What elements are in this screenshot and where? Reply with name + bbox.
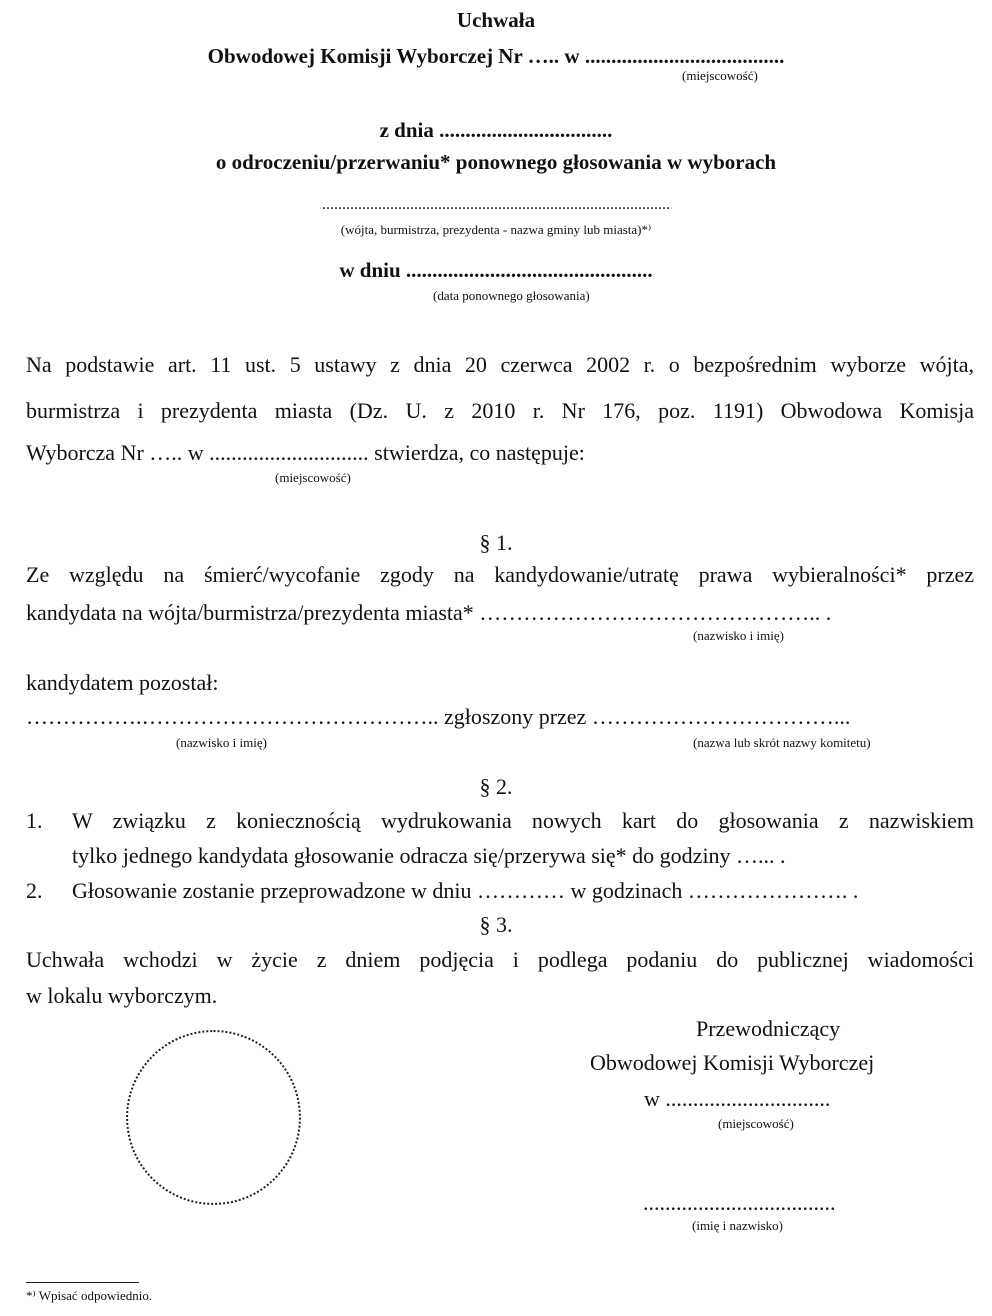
signature-name-caption: (imię i nazwisko) — [692, 1218, 783, 1233]
vote-day-line: w dniu ............................................... — [339, 258, 653, 282]
remaining-candidate-line: …………….………………………………….. zgłoszony przez ……………………………... — [26, 704, 851, 729]
commission-line: Obwodowej Komisji Wyborczej Nr ….. w ...................................... — [207, 44, 785, 68]
remaining-name-caption: (nazwisko i imię) — [176, 735, 267, 750]
section-2-heading: § 2. — [479, 774, 513, 799]
signature-title: Przewodniczący — [696, 1016, 841, 1041]
date-line: z dnia ................................. — [379, 118, 613, 142]
preamble-place-caption: (miejscowość) — [275, 470, 351, 485]
item-1-number: 1. — [26, 808, 43, 833]
signature-commission: Obwodowej Komisji Wyborczej — [590, 1050, 875, 1075]
signature-place-caption: (miejscowość) — [718, 1116, 794, 1131]
item-2-line-1: Głosowanie zostanie przeprowadzone w dniu ………… w godzinach …………………. . — [72, 878, 859, 903]
commission-place-caption: (miejscowość) — [682, 68, 758, 83]
office-line: ....................................................................................... — [322, 196, 670, 213]
section-3-line-2: w lokalu wyborczym. — [26, 983, 218, 1008]
office-caption: (wójta, burmistrza, prezydenta - nazwa gminy lub miasta)*⁾ — [340, 222, 652, 237]
stamp-circle — [126, 1030, 301, 1205]
footnote-divider — [26, 1282, 139, 1283]
vote-day-caption: (data ponownego głosowania) — [433, 288, 590, 303]
item-2-number: 2. — [26, 878, 43, 903]
remaining-candidate-label: kandydatem pozostał: — [26, 670, 219, 695]
signature-name-line: ................................... — [643, 1190, 836, 1215]
section-1-name-caption: (nazwisko i imię) — [693, 628, 784, 643]
preamble-line-1: Na podstawie art. 11 ust. 5 ustawy z dnia 20 czerwca 2002 r. o bezpośrednim wyborze wójta, — [26, 352, 974, 377]
section-1-line-1: Ze względu na śmierć/wycofanie zgody na kandydowanie/utratę prawa wybieralności* przez — [26, 562, 974, 587]
section-1-heading: § 1. — [479, 530, 513, 555]
section-1-line-2: kandydata na wójta/burmistrza/prezydenta miasta* ……………………………………….. . — [26, 600, 832, 625]
signature-place-line: w .............................. — [644, 1086, 831, 1111]
committee-caption: (nazwa lub skrót nazwy komitetu) — [693, 735, 871, 750]
item-1-line-2: tylko jednego kandydata głosowanie odracza się/przerywa się* do godziny …... . — [72, 843, 786, 868]
document-title: Uchwała — [456, 8, 536, 32]
section-3-heading: § 3. — [479, 912, 513, 937]
section-3-line-1: Uchwała wchodzi w życie z dniem podjęcia i podlega podaniu do publicznej wiadomości — [26, 947, 974, 972]
subject-line: o odroczeniu/przerwaniu* ponownego głosowania w wyborach — [215, 150, 777, 174]
preamble-line-3: Wyborcza Nr ….. w ............................. stwierdza, co następuje: — [26, 440, 585, 465]
preamble-line-2: burmistrza i prezydenta miasta (Dz. U. z 2010 r. Nr 176, poz. 1191) Obwodowa Komisja — [26, 398, 974, 423]
item-1-line-1: W związku z koniecznością wydrukowania nowych kart do głosowania z nazwiskiem — [72, 808, 974, 833]
footnote: *⁾ Wpisać odpowiednio. — [26, 1288, 153, 1303]
